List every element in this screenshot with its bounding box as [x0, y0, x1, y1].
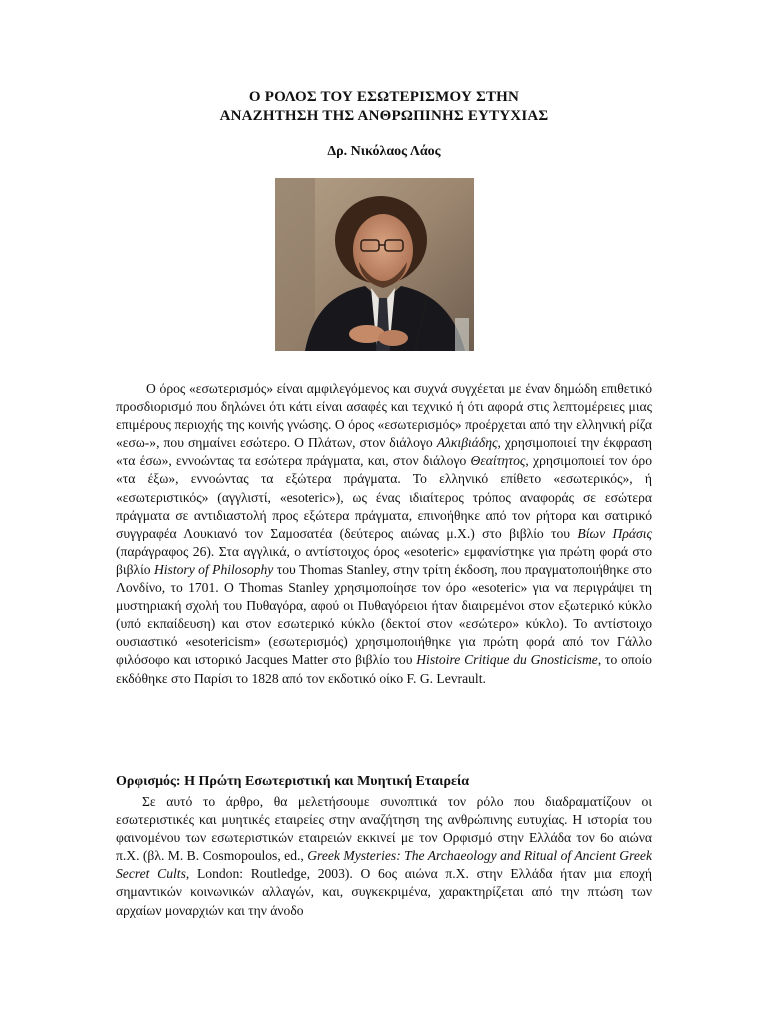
p1-text: του Thomas Stanley, στην τρίτη έκδοση, που πραγματοποιήθηκε στο Λονδίνο, το 1701. Ο Thomas Stanley χρησιμοποίησε τον όρο «esoteric» για να περιγράψει τη μυστηριακή σχολή του Πυθαγόρα, αφού οι Πυθαγόρειοι ήταν διαιρεμένοι στον εξωτερικό κύκλο (υπό εκπαίδευση) και στον εσωτερικό κύκλο (δεκτοί στον «εσώτερο» κύκλο). Το αντίστοιχο ουσιαστικό «esotericism» (εσωτερισμός) χρησιμοποιήθηκε για πρώτη φορά από τον Γάλλο φιλόσοφο και ιστορικό Jacques Matter στο βιβλίο του — [116, 561, 652, 668]
author-photo — [275, 178, 474, 351]
p1-italic-title: Βίων Πράσις — [577, 525, 652, 541]
title-line-2: ΑΝΑΖΗΤΗΣΗ ΤΗΣ ΑΝΘΡΩΠΙΝΗΣ ΕΥΤΥΧΙΑΣ — [219, 108, 549, 124]
p2-italic-title: Greek Mysteries: The Archaeology and Ritual of Ancient Greek Secret Cults — [116, 848, 652, 882]
title-line-1: Ο ΡΟΛΟΣ ΤΟΥ ΕΣΩΤΕΡΙΣΜΟΥ ΣΤΗΝ — [248, 89, 520, 105]
author-name: Δρ. Νικόλαος Λάος — [327, 144, 441, 159]
p2-text: , London: Routledge, 2003). Ο 6ος αιώνα π.Χ. στην Ελλάδα ήταν μια εποχή σημαντικών κοινωνικών αλλαγών, και, συγκεκριμένα, χαρακτηρίζεται από την πτώση των αρχαίων μοναρχιών και την άνοδο — [116, 866, 652, 918]
p1-text: , χρησιμοποιεί τον όρο «τα έξω», εννοώντας τα εξώτερα πράγματα. Το ελληνικό επίθετο «εσωτερικός», ή «εσωτεριστικός» (αγγλιστί, «esoteric»), ως ένας ιδιαίτερος τρόπος αναφοράς σε εσώτερα πράγματα σε αντιδιαστολή προς εξώτερα πράγματα, επινοήθηκε από τον ρήτορα και σατιρικό συγγραφέα Λουκιανό τον Σαμοσατέα (δεύτερος αιώνας μ.Χ.) στο βιβλίο του — [116, 453, 653, 541]
p2-text: Σε αυτό το άρθρο, θα μελετήσουμε συνοπτικά τον ρόλο που διαδραματίζουν οι εσωτεριστικές και μυητικές εταιρείες στην αναζήτηση της ανθρώπινης ευτυχίας. Η ιστορία του φαινομένου των εσωτεριστικών εταιρειών εκκινεί με τον Ορφισμό στην Ελλάδα τον 6ο αιώνα π.Χ. (βλ. M. B. Cosmopoulos, ed., — [116, 794, 652, 864]
section-heading: Ορφισμός: Η Πρώτη Εσωτεριστική και Μυητική Εταιρεία — [116, 774, 470, 789]
p1-italic-title: History of Philosophy — [153, 561, 274, 577]
p1-text: , χρησιμοποιεί την έκφραση «τα έσω», εννοώντας τα εσώτερα πράγματα, και, στον διάλογο — [116, 435, 652, 469]
p1-text: , το οποίο εκδόθηκε στο Παρίσι το 1828 από τον εκδοτικό οίκο F. G. Levrault. — [116, 652, 652, 686]
p1-italic-title: Θεαίτητος — [470, 453, 526, 469]
p1-text: Ο όρος «εσωτερισμός» είναι αμφιλεγόμενος και συχνά συγχέεται με έναν δημώδη επιθετικό προσδιορισμό που δηλώνει ότι κάτι είναι ασαφές και τεχνικό ή ότι αφορά στις λεπτομέρειες μιας επιμέρους περιοχής της κοινής γνώσης. Ο όρος «εσωτερισμός» προέρχεται από την ελληνική ρίζα «εσω-», που σημαίνει εσώτερο. Ο Πλάτων, στον διάλογο — [116, 381, 652, 451]
paragraph-orphism — [116, 793, 652, 920]
p1-text: (παράγραφος 26). Στα αγγλικά, ο αντίστοιχος όρος «esoteric» εμφανίστηκε για πρώτη φορά στο βιβλίο — [116, 543, 652, 577]
portrait-image — [275, 178, 474, 351]
paragraph-intro — [116, 380, 652, 688]
p1-italic-title: Αλκιβιάδης — [436, 435, 498, 451]
p1-italic-title: Histoire Critique du Gnosticisme — [416, 652, 598, 668]
